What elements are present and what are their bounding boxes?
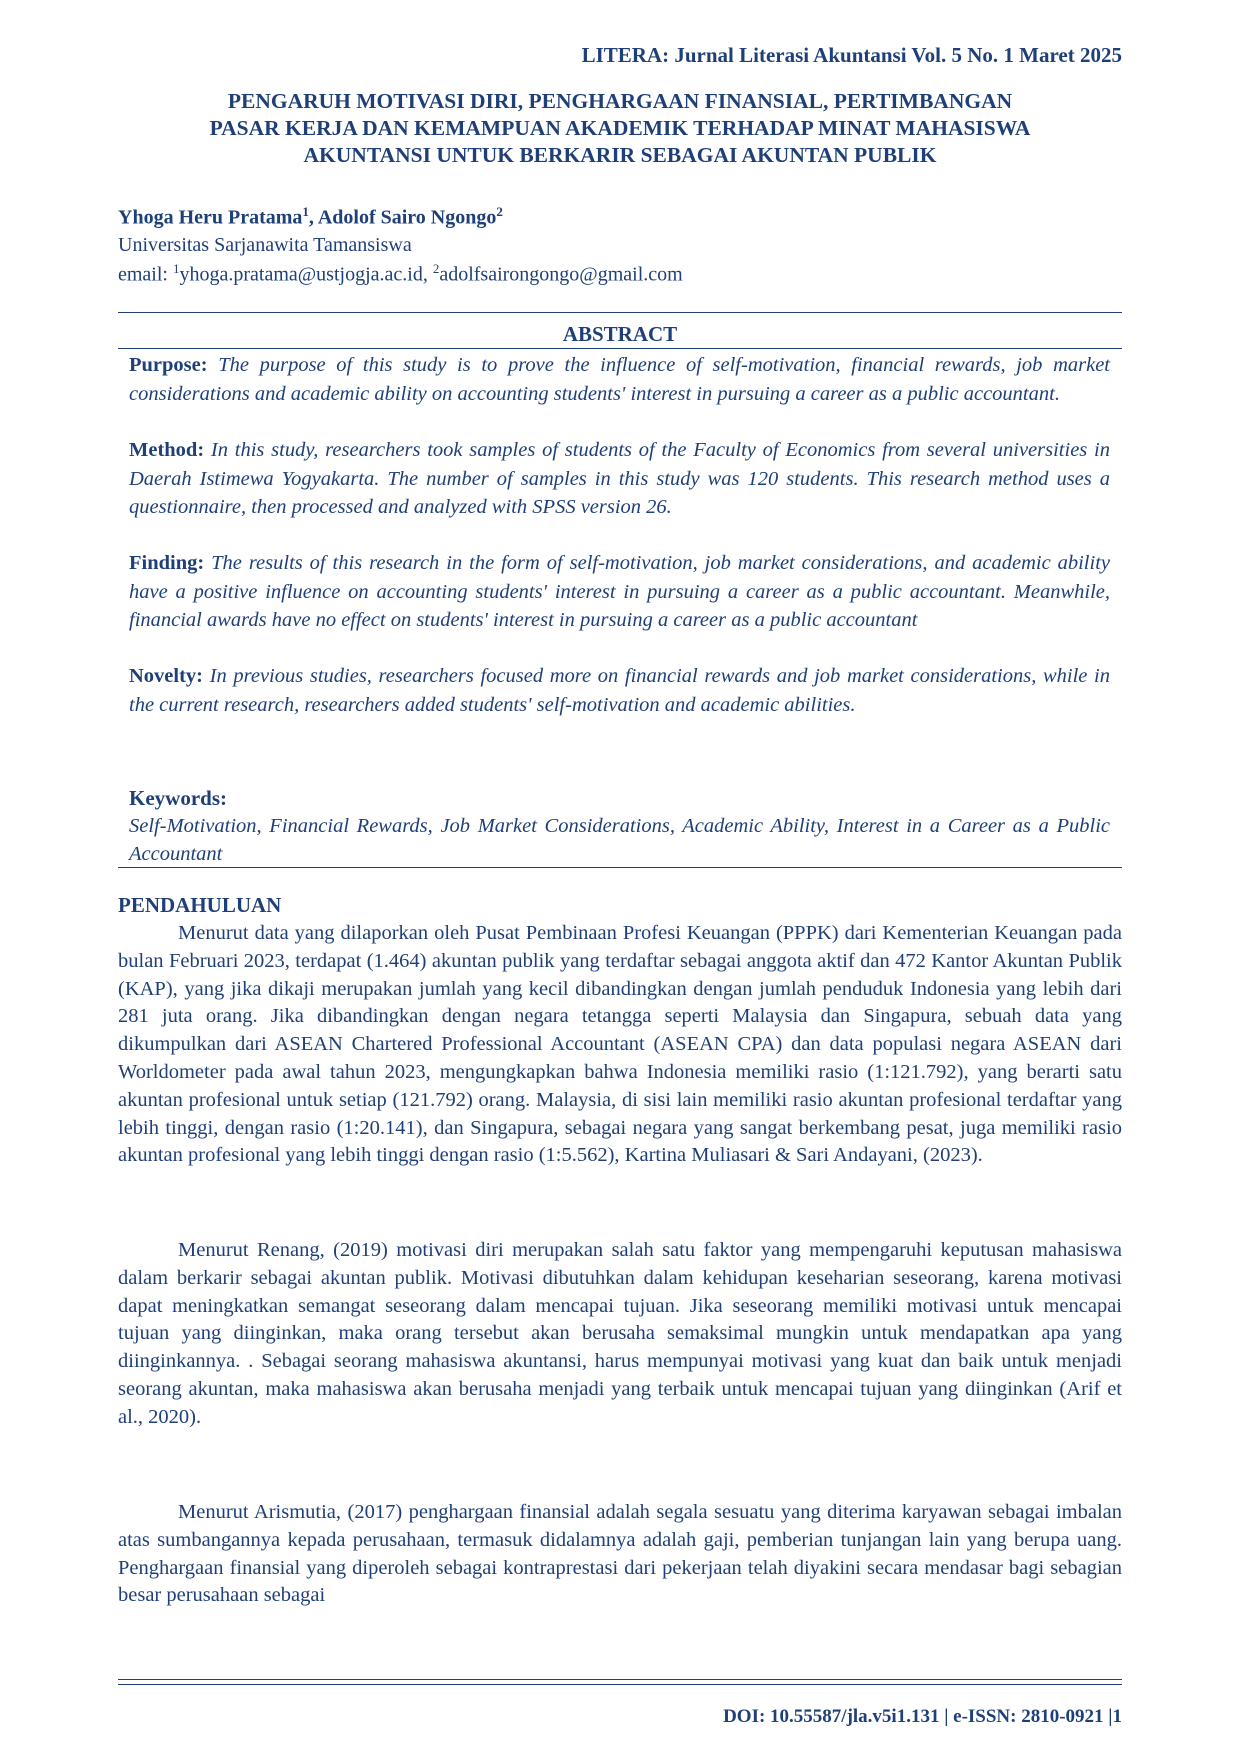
- purpose-label: Purpose:: [129, 354, 208, 376]
- title-line-3: AKUNTANSI UNTUK BERKARIR SEBAGAI AKUNTAN PUBLIK: [303, 143, 937, 167]
- abstract-finding: [129, 549, 1110, 635]
- email-mark: 1: [172, 261, 180, 276]
- abstract-novelty: [129, 662, 1110, 719]
- footer-rule: [118, 1679, 1122, 1680]
- method-label: Method:: [129, 439, 205, 461]
- keywords-label: Keywords:: [129, 786, 227, 810]
- author-name: Yhoga Heru Pratama: [118, 206, 303, 229]
- page-footer: DOI: 10.55587/jla.v5i1.131 | e-ISSN: 2810-0921 |1: [723, 1706, 1122, 1727]
- abstract-heading: ABSTRACT: [562, 322, 678, 346]
- method-text: In this study, researchers took samples of students of the Faculty of Economics from several universities in Daerah Istimewa Yogyakarta. The number of samples in this study was 120 students. This research method uses a questionnaire, then processed and analyzed with SPSS version 26.: [129, 439, 1110, 518]
- email-line: [118, 261, 683, 287]
- finding-label: Finding:: [129, 552, 205, 574]
- novelty-text: In previous studies, researchers focused more on financial rewards and job market considerations, while in the current research, researchers added students' self-motivation and academic abilities.: [129, 665, 1110, 716]
- abstract-purpose: [129, 351, 1110, 408]
- keywords-bottom-rule: [118, 867, 1122, 868]
- abstract-method: [129, 436, 1110, 522]
- author-list: [118, 204, 503, 230]
- title-line-1: PENGARUH MOTIVASI DIRI, PENGHARGAAN FINANSIAL, PERTIMBANGAN: [227, 89, 1013, 113]
- paper-title: [118, 88, 1122, 169]
- author-separator: ,: [308, 206, 318, 229]
- purpose-text: The purpose of this study is to prove the influence of self-motivation, financial rewards, job market considerations and academic ability on accounting students' interest in pursuing a career as a public accountant.: [129, 354, 1110, 405]
- email-address[interactable]: adolfsairongongo@gmail.com: [439, 263, 683, 286]
- abstract-heading-rule: [118, 348, 1122, 349]
- email-address[interactable]: yhoga.pratama@ustjogja.ac.id,: [179, 263, 433, 286]
- running-head: LITERA: Jurnal Literasi Akuntansi Vol. 5 No. 1 Maret 2025: [581, 43, 1122, 67]
- title-line-2: PASAR KERJA DAN KEMAMPUAN AKADEMIK TERHADAP MINAT MAHASISWA: [209, 116, 1031, 140]
- author-affil-mark: 2: [496, 204, 503, 219]
- body-paragraph: Menurut data yang dilaporkan oleh Pusat Pembinaan Profesi Keuangan (PPPK) dari Kementerian Keuangan pada bulan Februari 2023, terdapat (1.464) akuntan publik yang terdaftar sebagai anggota aktif dan 472 Kantor Akuntan Publik (KAP), yang jika dikaji merupakan jumlah yang kecil dibandingkan dengan jumlah penduduk Indonesia yang lebih dari 281 juta orang. Jika dibandingkan dengan negara tetangga seperti Malaysia dan Singapura, sebuah data yang dikumpulkan dari ASEAN Chartered Professional Accountant (ASEAN CPA) dan data populasi negara ASEAN dari Worldometer pada awal tahun 2023, mengungkapkan bahwa Indonesia memiliki rasio (1:121.792), yang berarti satu akuntan profesional untuk setiap (121.792) orang. Malaysia, di sisi lain memiliki rasio akuntan profesional terdaftar yang lebih tinggi, dengan rasio (1:20.141), dan Singapura, sebagai negara yang sangat berkembang pesat, juga memiliki rasio akuntan profesional yang lebih tinggi dengan rasio (1:5.562), Kartina Muliasari & Sari Andayani, (2023).: [118, 922, 1122, 1167]
- finding-text: The results of this research in the form of self-motivation, job market considerations, and academic ability have a positive influence on accounting students' interest in pursuing a career as a public accountant. Meanwhile, financial awards have no effect on students' interest in pursuing a career as a public accountant: [129, 552, 1110, 631]
- email-mark: 2: [432, 261, 440, 276]
- email-prefix: email:: [118, 263, 173, 286]
- novelty-label: Novelty:: [129, 665, 204, 687]
- author-name: Adolof Sairo Ngongo: [317, 206, 497, 229]
- body-paragraph: Menurut Renang, (2019) motivasi diri merupakan salah satu faktor yang mempengaruhi keputusan mahasiswa dalam berkarir sebagai akuntan publik. Motivasi dibutuhkan dalam kehidupan keseharian seseorang, karena motivasi dapat meningkatkan semangat seseorang dalam mencapai tujuan. Jika seseorang memiliki motivasi untuk mencapai tujuan yang diinginkan, maka orang tersebut akan berusaha semaksimal mungkin untuk mendapatkan apa yang diinginkannya. . Sebagai seorang mahasiswa akuntansi, harus mempunyai motivasi yang kuat dan baik untuk menjadi seorang akuntan, maka mahasiswa akan berusaha menjadi yang terbaik untuk mencapai tujuan yang diinginkan (Arif et al., 2020).: [118, 1239, 1122, 1428]
- affiliation: Universitas Sarjanawita Tamansiswa: [118, 234, 412, 256]
- abstract-top-rule: [118, 312, 1122, 313]
- footer-rule: [118, 1684, 1122, 1685]
- body-paragraph: Menurut Arismutia, (2017) penghargaan finansial adalah segala sesuatu yang diterima karyawan sebagai imbalan atas sumbangannya kepada perusahaan, termasuk didalamnya adalah gaji, pemberian tunjangan lain yang berupa uang. Penghargaan finansial yang diperoleh sebagai kontraprestasi dari pekerjaan telah diyakini secara mendasar bagi sebagian besar perusahaan sebagai: [118, 1501, 1122, 1607]
- keywords-text: Self-Motivation, Financial Rewards, Job Market Considerations, Academic Ability, Interest in a Career as a Public Accountant: [129, 815, 1110, 865]
- section-heading: PENDAHULUAN: [118, 893, 282, 917]
- author-affil-mark: 1: [302, 204, 309, 219]
